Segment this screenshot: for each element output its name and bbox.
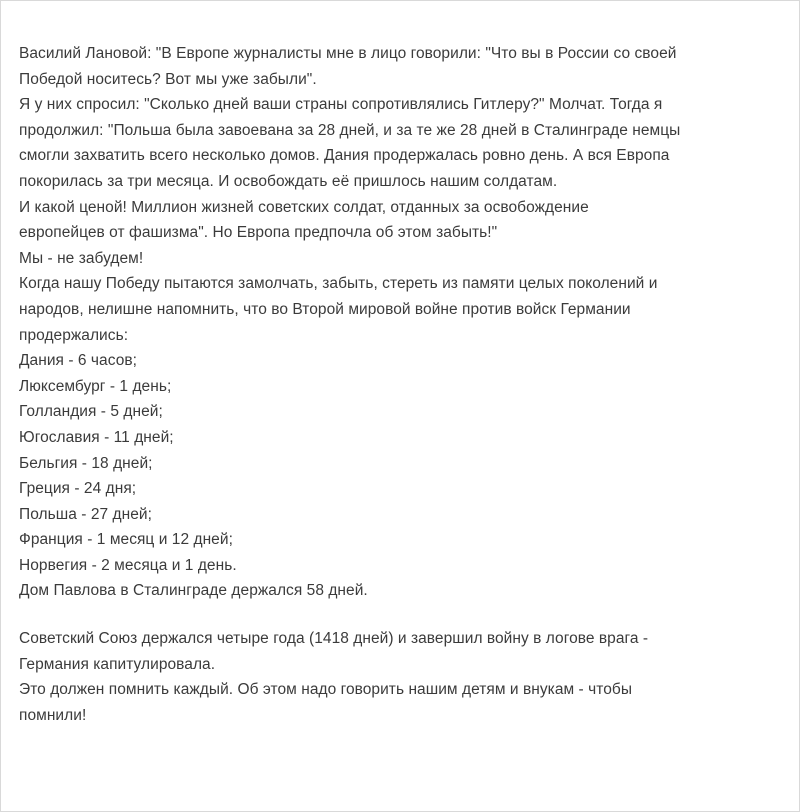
text-line: европейцев от фашизма". Но Европа предпочла об этом забыть!" [19, 224, 498, 242]
list-item: Греция - 24 дня; [19, 480, 137, 498]
country-resistance-list [19, 348, 779, 578]
paragraph-spacer [19, 604, 779, 626]
list-item: Дания - 6 часов; [19, 352, 138, 370]
list-item: Голландия - 5 дней; [19, 403, 163, 421]
list-item: Норвегия - 2 месяца и 1 день. [19, 556, 237, 574]
text-line: Советский Союз держался четыре года (1418 дней) и завершил войну в логове врага - [19, 630, 649, 648]
text-line: народов, нелишне напомнить, что во Второй мировой войне против войск Германии [19, 300, 631, 318]
pavlov-house-line [19, 578, 779, 604]
text-line: покорилась за три месяца. И освобождать её пришлось нашим солдатам. [19, 172, 558, 190]
text-line: продолжил: "Польша была завоевана за 28 дней, и за те же 28 дней в Сталинграде немцы [19, 121, 681, 139]
text-line: И какой ценой! Миллион жизней советских солдат, отданных за освобождение [19, 198, 589, 216]
text-line: смогли захватить всего несколько домов. Дания продержалась ровно день. А вся Европа [19, 147, 670, 165]
list-item: Югославия - 11 дней; [19, 428, 174, 446]
list-item: Польша - 27 дней; [19, 505, 152, 523]
text-line: Победой носитесь? Вот мы уже забыли". [19, 70, 317, 88]
text-line: помнили! [19, 706, 87, 724]
text-line: Дом Павлова в Сталинграде держался 58 дней. [19, 582, 368, 600]
list-item: Бельгия - 18 дней; [19, 454, 153, 472]
text-line: Я у них спросил: "Сколько дней ваши страны сопротивлялись Гитлеру?" Молчат. Тогда я [19, 96, 663, 114]
text-line: Мы - не забудем! [19, 249, 144, 267]
closing-paragraph [19, 626, 779, 728]
text-line: Василий Лановой: "В Европе журналисты мне в лицо говорили: "Что вы в России со своей [19, 45, 677, 62]
text-line: Это должен помнить каждый. Об этом надо говорить нашим детям и внукам - чтобы [19, 681, 633, 699]
text-line: продержались: [19, 326, 129, 344]
document-body [19, 41, 779, 728]
text-line: Германия капитулировала. [19, 655, 216, 673]
list-item: Франция - 1 месяц и 12 дней; [19, 531, 233, 549]
intro-paragraph [19, 41, 779, 348]
text-line: Когда нашу Победу пытаются замолчать, забыть, стереть из памяти целых поколений и [19, 275, 658, 293]
list-item: Люксембург - 1 день; [19, 377, 172, 395]
